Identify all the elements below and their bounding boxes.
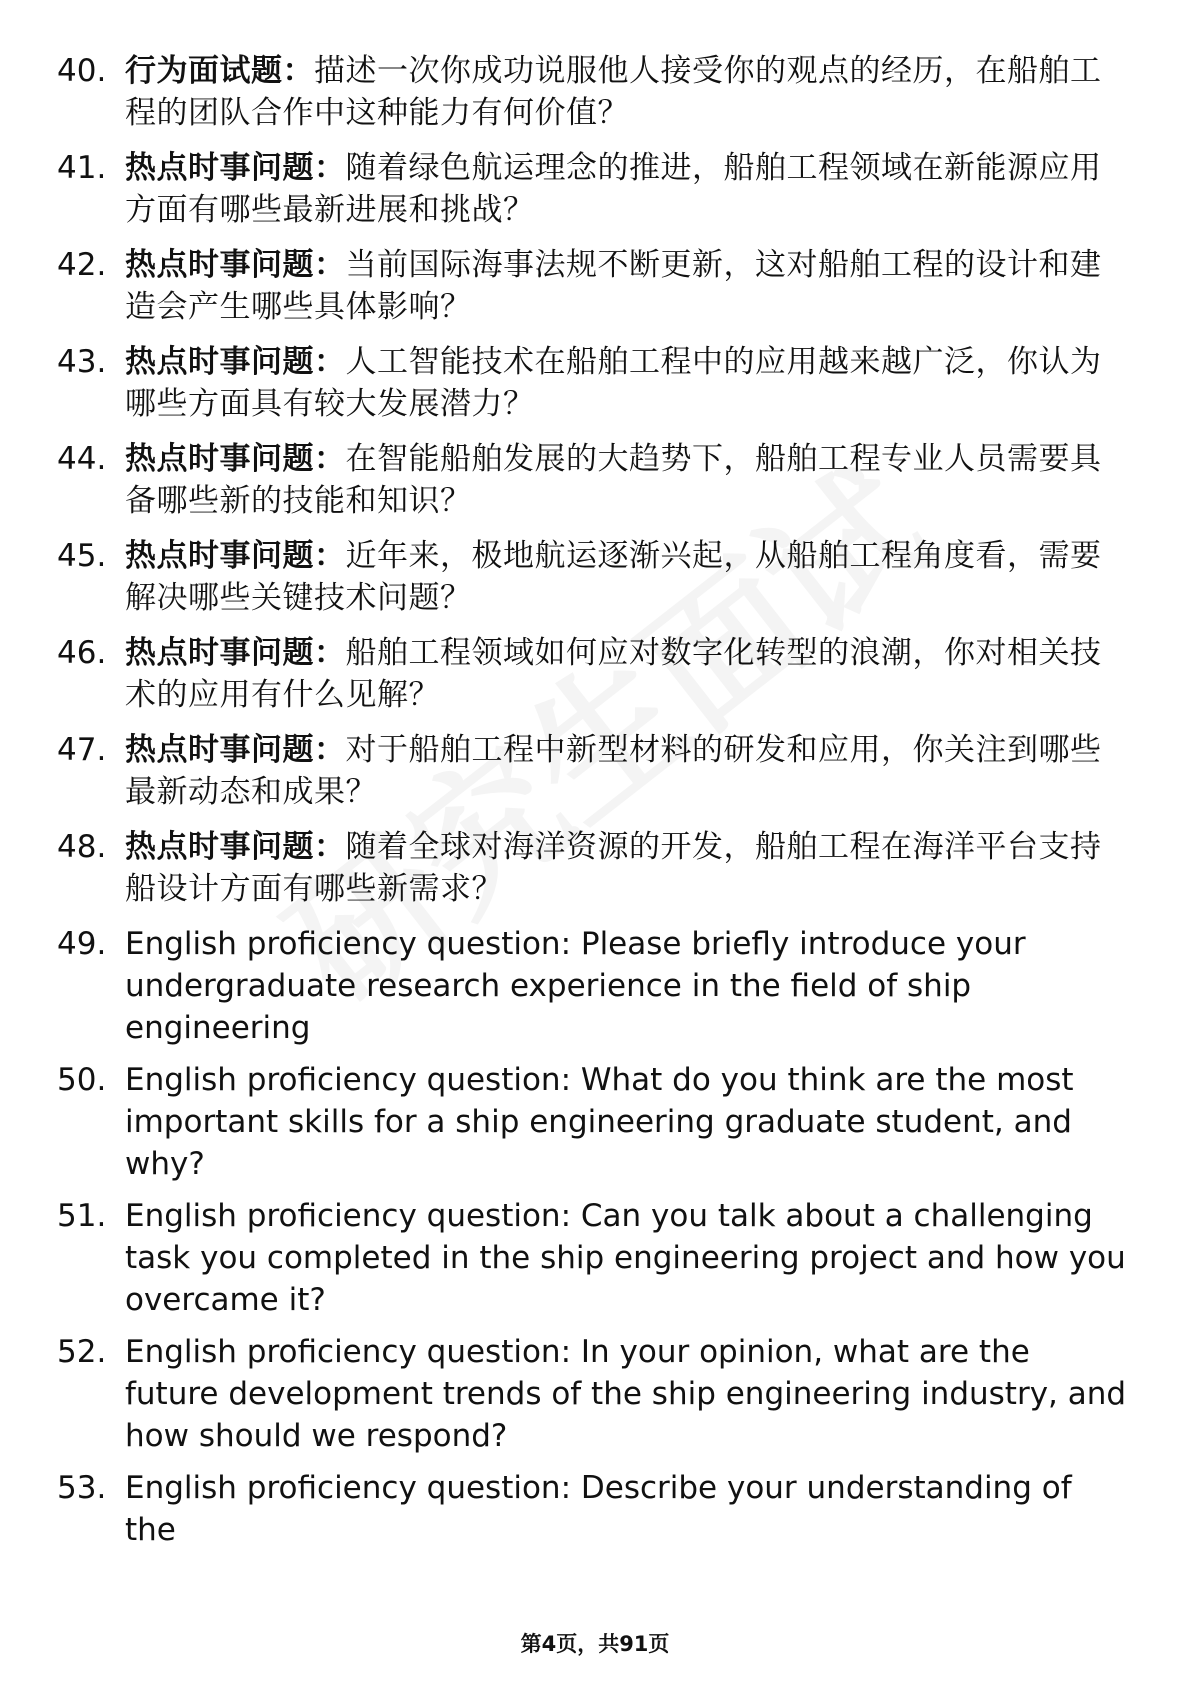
item-text: 当前国际海事法规不断更新，这对船舶工程的设计和建造会产生哪些具体影响？: [125, 247, 1102, 325]
item-category: 热点时事问题：: [125, 344, 346, 380]
item-category: 热点时事问题：: [125, 441, 346, 477]
item-category: 行为面试题：: [125, 53, 314, 89]
item-text: 随着绿色航运理念的推进，船舶工程领域在新能源应用方面有哪些最新进展和挑战？: [125, 150, 1102, 228]
list-item: [57, 1059, 1127, 1185]
item-text-block: [125, 341, 1127, 425]
item-text: English proficiency question: Please briefly introduce your undergraduate research experience in the field of ship engineering: [125, 926, 1026, 1046]
item-category: 热点时事问题：: [125, 732, 346, 768]
item-number: 48.: [57, 829, 107, 865]
item-category: 热点时事问题：: [125, 247, 346, 283]
item-number: 46.: [57, 635, 107, 671]
item-text: English proficiency question: What do you think are the most important skills for a ship engineering graduate student, and why?: [125, 1062, 1074, 1182]
list-item: [57, 244, 1127, 328]
list-item: [57, 438, 1127, 522]
list-item: [57, 632, 1127, 716]
item-number: 44.: [57, 441, 107, 477]
item-text-block: [125, 50, 1127, 134]
item-text-block: [125, 729, 1127, 813]
item-number: 43.: [57, 344, 107, 380]
item-text-block: [125, 826, 1127, 910]
item-number: 41.: [57, 150, 107, 186]
item-number: 42.: [57, 247, 107, 283]
item-number: 49.: [57, 926, 107, 962]
list-item: [57, 147, 1127, 231]
item-text: 在智能船舶发展的大趋势下，船舶工程专业人员需要具备哪些新的技能和知识？: [125, 441, 1102, 519]
item-text-block: [125, 438, 1127, 522]
item-category: 热点时事问题：: [125, 829, 346, 865]
item-text: 随着全球对海洋资源的开发，船舶工程在海洋平台支持船设计方面有哪些新需求？: [125, 829, 1102, 907]
item-text: English proficiency question: In your opinion, what are the future development trends of the ship engineering industry, and how should we respond?: [125, 1334, 1127, 1454]
item-text: 描述一次你成功说服他人接受你的观点的经历，在船舶工程的团队合作中这种能力有何价值？: [125, 53, 1102, 131]
list-item: [57, 1331, 1127, 1457]
item-number: 47.: [57, 732, 107, 768]
item-text: English proficiency question: Describe your understanding of the: [125, 1470, 1072, 1548]
item-text: 对于船舶工程中新型材料的研发和应用，你关注到哪些最新动态和成果？: [125, 732, 1102, 810]
item-text: 人工智能技术在船舶工程中的应用越来越广泛，你认为哪些方面具有较大发展潜力？: [125, 344, 1102, 422]
list-item: [57, 1195, 1127, 1321]
list-item: [57, 341, 1127, 425]
item-text: 船舶工程领域如何应对数字化转型的浪潮，你对相关技术的应用有什么见解？: [125, 635, 1102, 713]
item-number: 45.: [57, 538, 107, 574]
item-number: 51.: [57, 1198, 107, 1234]
page-footer: 第4页，共91页: [520, 1632, 670, 1656]
item-number: 52.: [57, 1334, 107, 1370]
item-category: 热点时事问题：: [125, 635, 346, 671]
item-text-block: [125, 147, 1127, 231]
item-number: 40.: [57, 53, 107, 89]
list-item: [57, 50, 1127, 134]
item-number: 50.: [57, 1062, 107, 1098]
item-text: 近年来，极地航运逐渐兴起，从船舶工程角度看，需要解决哪些关键技术问题？: [125, 538, 1102, 616]
item-category: 热点时事问题：: [125, 538, 346, 574]
list-item: [57, 535, 1127, 619]
item-text-block: [125, 535, 1127, 619]
question-list: [57, 50, 1127, 1551]
list-item: [57, 729, 1127, 813]
item-category: 热点时事问题：: [125, 150, 346, 186]
item-text: English proficiency question: Can you talk about a challenging task you completed in the ship engineering project and how you overcame it?: [125, 1198, 1126, 1318]
item-text-block: [125, 632, 1127, 716]
list-item: [57, 923, 1127, 1049]
item-text-block: [125, 244, 1127, 328]
list-item: [57, 826, 1127, 910]
list-item: [57, 1467, 1127, 1551]
item-number: 53.: [57, 1470, 107, 1506]
